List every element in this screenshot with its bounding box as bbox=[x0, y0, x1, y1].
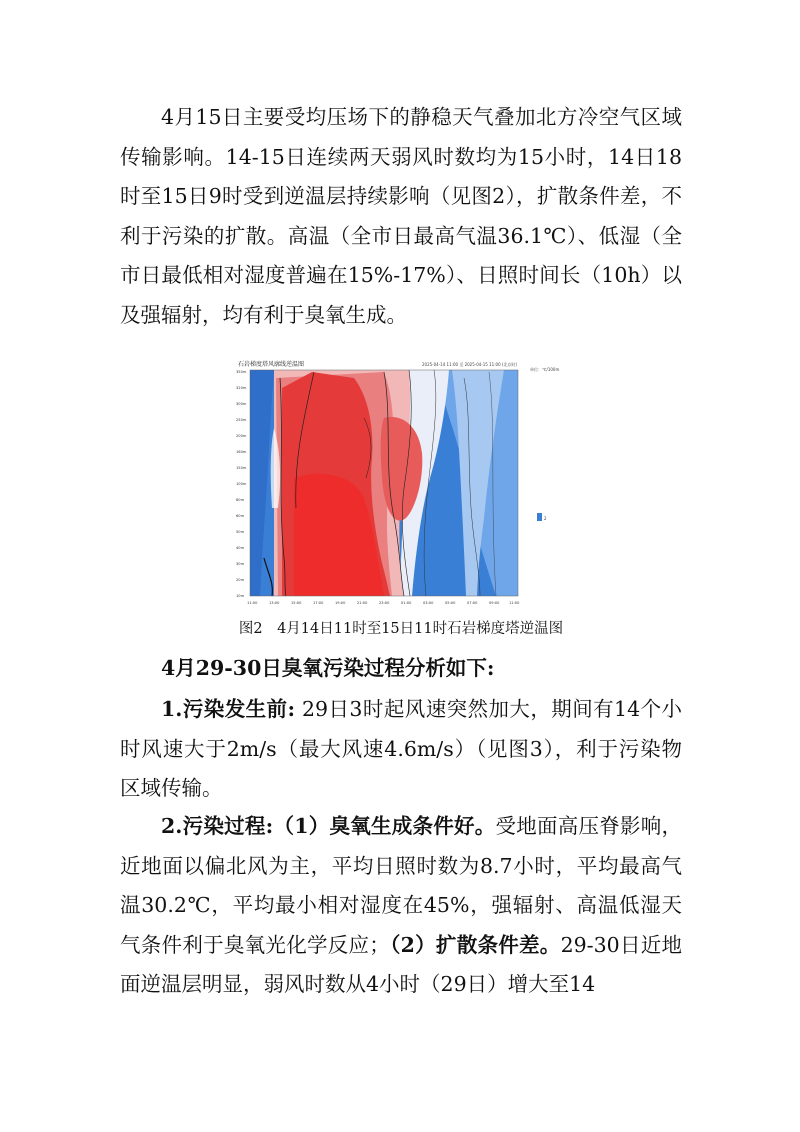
y-tick: 20m bbox=[236, 578, 245, 582]
figure-time-range: 2025-04-14 11:00 至 2025-04-15 11:00 (北京时) bbox=[422, 362, 518, 367]
y-tick: 30m bbox=[236, 562, 245, 566]
x-tick: 11:00 bbox=[247, 601, 258, 605]
y-tick: 150m bbox=[236, 466, 247, 470]
inversion-figure bbox=[234, 358, 566, 610]
y-tick: 300m bbox=[236, 402, 247, 406]
section-2-text: 受地面高压脊影响，近地面以偏北风为主，平均日照时数为8.7小时，平均最高气温30.2℃，平均最小相对湿度在45%，强辐射、高温低湿天气条件利于臭氧光化学反应； bbox=[120, 814, 683, 957]
section-1-text: 29日3时起风速突然加大，期间有14个小时风速大于2m/s（最大风速4.6m/s）（见图3），利于污染物区域传输。 bbox=[120, 697, 682, 801]
x-tick: 05:00 bbox=[445, 601, 456, 605]
legend-label: 2 bbox=[544, 516, 547, 521]
x-tick: 21:00 bbox=[357, 601, 368, 605]
paragraph-pollution-process bbox=[120, 807, 682, 1005]
y-tick: 350m bbox=[236, 370, 247, 374]
paragraph-ozone-april-15 bbox=[120, 98, 682, 336]
x-tick: 19:00 bbox=[335, 601, 346, 605]
figure-title: 石岩梯度塔风廓线逆温图 bbox=[238, 361, 305, 368]
x-tick: 23:00 bbox=[379, 601, 390, 605]
x-tick: 09:00 bbox=[489, 601, 500, 605]
x-tick: 17:00 bbox=[313, 601, 324, 605]
y-tick: 50m bbox=[236, 530, 245, 534]
y-tick: 80m bbox=[236, 498, 245, 502]
inversion-heatmap bbox=[250, 370, 518, 596]
y-tick: 200m bbox=[236, 434, 247, 438]
x-tick: 11:00 bbox=[509, 601, 520, 605]
paragraph-before-pollution bbox=[120, 690, 682, 809]
section-2-label: 2.污染过程:（1）臭氧生成条件好。 bbox=[161, 814, 496, 838]
y-tick: 10m bbox=[236, 594, 245, 598]
y-tick: 60m bbox=[236, 514, 245, 518]
section-2-text-cont: 29-30日近地面逆温层明显，弱风时数从4小时（29日）增大至14 bbox=[120, 932, 683, 997]
x-tick: 07:00 bbox=[467, 601, 478, 605]
figure-caption: 图2 4月14日11时至15日11时石岩梯度塔逆温图 bbox=[238, 621, 564, 637]
x-tick: 03:00 bbox=[423, 601, 434, 605]
x-tick: 13:00 bbox=[269, 601, 280, 605]
section-2-sublabel: （2）扩散条件差。 bbox=[389, 932, 561, 957]
y-tick: 160m bbox=[236, 450, 247, 454]
y-tick: 320m bbox=[236, 386, 247, 390]
x-tick: 15:00 bbox=[291, 601, 302, 605]
y-tick: 250m bbox=[236, 418, 247, 422]
figure-unit: 单位：℃/100m bbox=[530, 367, 560, 372]
section-1-label: 1.污染发生前: bbox=[161, 697, 296, 721]
y-tick: 40m bbox=[236, 546, 245, 550]
y-tick: 100m bbox=[236, 482, 247, 486]
paragraph-1-text: 4月15日主要受均压场下的静稳天气叠加北方冷空气区域传输影响。14-15日连续两天弱风时数均为15小时，14日18时至15日9时受到逆温层持续影响（见图2），扩散条件差，不利于污染的扩散。高温（全市日最高气温36.1℃）、低湿（全市日最低相对湿度普遍在15%-17%）、日照时间长（10h）以及强辐射，均有利于臭氧生成。 bbox=[120, 105, 682, 327]
x-tick: 01:00 bbox=[401, 601, 412, 605]
section-heading: 4月29-30日臭氧污染过程分析如下: bbox=[161, 656, 495, 680]
